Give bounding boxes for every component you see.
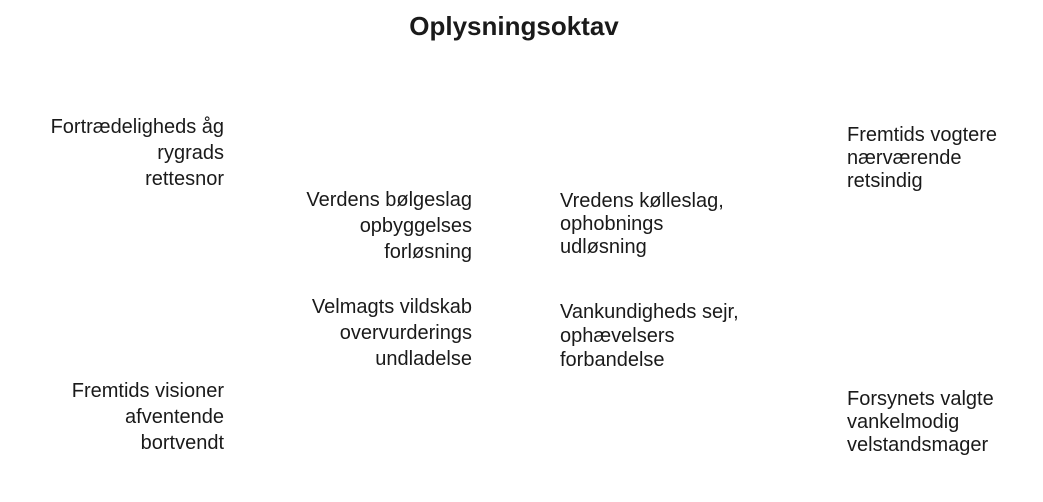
text-block-center-right-lower (560, 300, 790, 372)
text-line: vankelmodig (847, 411, 960, 433)
text-line: undladelse (375, 348, 472, 370)
text-block-center-right-upper (560, 190, 790, 259)
text-block-top-left (20, 114, 224, 192)
text-line: retsindig (847, 170, 923, 192)
text-line: Fortrædeligheds åg (50, 116, 224, 138)
text-block-center-left-lower (270, 294, 472, 372)
text-line: Verdens bølgeslag (306, 189, 472, 211)
text-line: Velmagts vildskab (311, 296, 472, 318)
text-line: velstandsmager (847, 434, 989, 456)
text-block-top-right (847, 124, 1037, 193)
text-line: rygrads (157, 142, 224, 164)
text-line: forløsning (384, 241, 472, 263)
text-line: Vredens kølleslag, (560, 190, 724, 212)
text-line: nærværende (847, 147, 962, 169)
text-line: opbyggelses (359, 215, 472, 237)
text-line: rettesnor (145, 168, 224, 190)
text-line: ophobnings (560, 213, 664, 235)
text-line: udløsning (560, 236, 647, 258)
text-line: forbandelse (560, 349, 665, 371)
text-line: bortvendt (140, 432, 224, 454)
text-block-center-left-upper (270, 187, 472, 265)
text-line: overvurderings (339, 322, 472, 344)
text-line: afventende (125, 406, 224, 428)
text-block-bottom-left (20, 378, 224, 456)
text-block-bottom-right (847, 388, 1037, 457)
text-line: ophævelsers (560, 325, 675, 347)
text-line: Vankundigheds sejr, (560, 301, 739, 323)
text-line: Forsynets valgte (847, 388, 994, 410)
text-line: Fremtids visioner (71, 380, 224, 402)
page-title: Oplysningsoktav (409, 11, 619, 41)
text-line: Fremtids vogtere (847, 124, 998, 146)
